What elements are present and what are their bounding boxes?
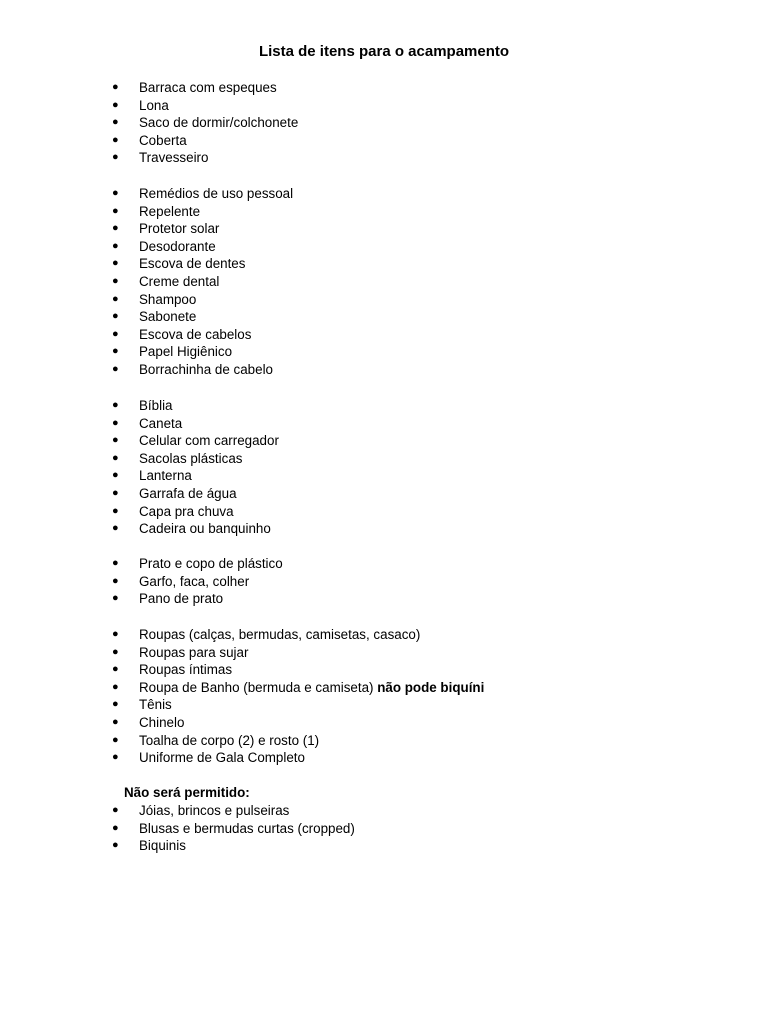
list-item-label: Roupas para sujar [139, 644, 249, 660]
list-item-text [139, 661, 232, 679]
list-item-text [139, 238, 216, 256]
list-item-label: Cadeira ou banquinho [139, 521, 271, 537]
bullet-icon: ● [112, 345, 119, 358]
bullet-icon: ● [112, 274, 119, 287]
list-item-label: Chinelo [139, 714, 185, 730]
bullet-icon: ● [112, 751, 119, 764]
bullet-icon: ● [112, 292, 119, 305]
list-item-label: Borrachinha de cabelo [139, 361, 273, 377]
list-item-text [139, 467, 192, 485]
list-item-text [139, 114, 298, 132]
list-item-text [139, 644, 248, 662]
bullet-icon: ● [112, 239, 119, 252]
list-item-text [139, 415, 182, 433]
list-item-text [139, 185, 293, 203]
bullet-icon: ● [112, 628, 119, 640]
bullet-icon: ● [112, 645, 119, 658]
list-item-text [139, 361, 273, 379]
bullet-icon: ● [112, 81, 119, 93]
list-item-label: Garfo, faca, colher [139, 573, 250, 589]
list-item-text [139, 503, 234, 521]
list-item-text [139, 520, 271, 538]
list-item-text [139, 255, 245, 273]
list-item-text [139, 97, 169, 115]
bullet-icon: ● [112, 592, 119, 605]
bullet-icon: ● [112, 839, 119, 852]
list-item-text [139, 273, 219, 291]
list-item-label: Roupa de Banho (bermuda e camiseta) [139, 679, 378, 695]
list-item-label: Sacolas plásticas [139, 450, 243, 466]
list-item-label: Shampoo [139, 291, 197, 307]
list-item-label: Creme dental [139, 273, 220, 289]
list-item-label: Escova de dentes [139, 256, 246, 272]
list-item-label: Escova de cabelos [139, 326, 252, 342]
bullet-icon: ● [112, 416, 119, 429]
list-item-label: Roupas íntimas [139, 662, 233, 678]
list-item-text [139, 132, 187, 150]
bullet-icon: ● [112, 698, 119, 711]
list-item-label: Garrafa de água [139, 485, 237, 501]
list-item-text [139, 220, 219, 238]
list-item-emphasis: não pode biquíni [377, 679, 485, 695]
list-item-text [139, 714, 184, 732]
list-item-text [139, 626, 420, 644]
list-item-text [139, 573, 249, 591]
list-item-text [139, 343, 232, 361]
bullet-icon: ● [112, 486, 119, 499]
restrictions-heading: Não será permitido: [124, 785, 250, 800]
list-item-label: Coberta [139, 132, 187, 148]
list-item-label: Pano de prato [139, 591, 224, 607]
bullet-icon: ● [112, 804, 119, 816]
list-item-label: Caneta [139, 415, 183, 431]
list-item-text [139, 397, 173, 415]
list-item-text [139, 555, 283, 573]
bullet-icon: ● [112, 204, 119, 217]
bullet-icon: ● [112, 133, 119, 146]
list-item-label: Protetor solar [139, 221, 220, 237]
bullet-icon: ● [112, 504, 119, 517]
list-item-text [139, 308, 196, 326]
list-item-text [139, 450, 242, 468]
bullet-icon: ● [112, 522, 119, 535]
bullet-icon: ● [112, 98, 119, 111]
list-item-label: Toalha de corpo (2) e rosto (1) [139, 732, 320, 748]
list-item-label: Celular com carregador [139, 433, 279, 449]
bullet-icon: ● [112, 733, 119, 746]
list-item-label: Jóias, brincos e pulseiras [139, 803, 290, 818]
bullet-icon: ● [112, 151, 119, 164]
bullet-icon: ● [112, 680, 119, 693]
list-item-text [139, 485, 237, 503]
bullet-icon: ● [112, 257, 119, 270]
list-item-label: Papel Higiênico [139, 344, 233, 360]
list-item-text [139, 203, 200, 221]
bullet-icon: ● [112, 469, 119, 482]
bullet-icon: ● [112, 557, 119, 569]
list-item-label: Prato e copo de plástico [139, 556, 283, 571]
list-item-label: Capa pra chuva [139, 503, 234, 519]
bullet-icon: ● [112, 434, 119, 447]
list-item-text [139, 149, 208, 167]
bullet-icon: ● [112, 362, 119, 375]
bullet-icon: ● [112, 310, 119, 323]
document-title: Lista de itens para o acampamento [258, 43, 510, 60]
list-item-label: Remédios de uso pessoal [139, 186, 294, 201]
bullet-icon: ● [112, 715, 119, 728]
list-item-text [139, 326, 251, 344]
bullet-icon: ● [112, 399, 119, 411]
list-item-text [139, 820, 355, 838]
bullet-icon: ● [112, 663, 119, 676]
list-item-text [139, 732, 319, 750]
list-item-label: Blusas e bermudas curtas (cropped) [139, 820, 355, 836]
bullet-icon: ● [112, 327, 119, 340]
list-item-label: Lanterna [139, 468, 192, 484]
list-item-text [139, 749, 305, 767]
bullet-icon: ● [112, 451, 119, 464]
list-item-label: Travesseiro [139, 150, 209, 166]
list-item-label: Tênis [139, 697, 172, 713]
list-item-label: Bíblia [139, 398, 173, 413]
list-item-label: Saco de dormir/colchonete [139, 115, 299, 131]
list-item-text [139, 590, 223, 608]
list-item-text [139, 79, 277, 97]
list-item-text [139, 802, 289, 820]
list-item-label: Desodorante [139, 238, 216, 254]
bullet-icon: ● [112, 187, 119, 199]
list-item-label: Lona [139, 97, 169, 113]
list-item-label: Repelente [139, 203, 201, 219]
list-item-label: Roupas (calças, bermudas, camisetas, casaco) [139, 627, 421, 642]
list-item-text [139, 696, 172, 714]
bullet-icon: ● [112, 574, 119, 587]
list-item-label: Barraca com espeques [139, 80, 277, 95]
list-item-text [139, 291, 196, 309]
list-item-label: Biquinis [139, 838, 186, 854]
list-item-text [139, 679, 484, 697]
bullet-icon: ● [112, 222, 119, 235]
list-item-text [139, 432, 279, 450]
bullet-icon: ● [112, 821, 119, 834]
list-item-label: Uniforme de Gala Completo [139, 750, 305, 766]
list-item-label: Sabonete [139, 309, 197, 325]
bullet-icon: ● [112, 116, 119, 129]
list-item-text [139, 837, 186, 855]
